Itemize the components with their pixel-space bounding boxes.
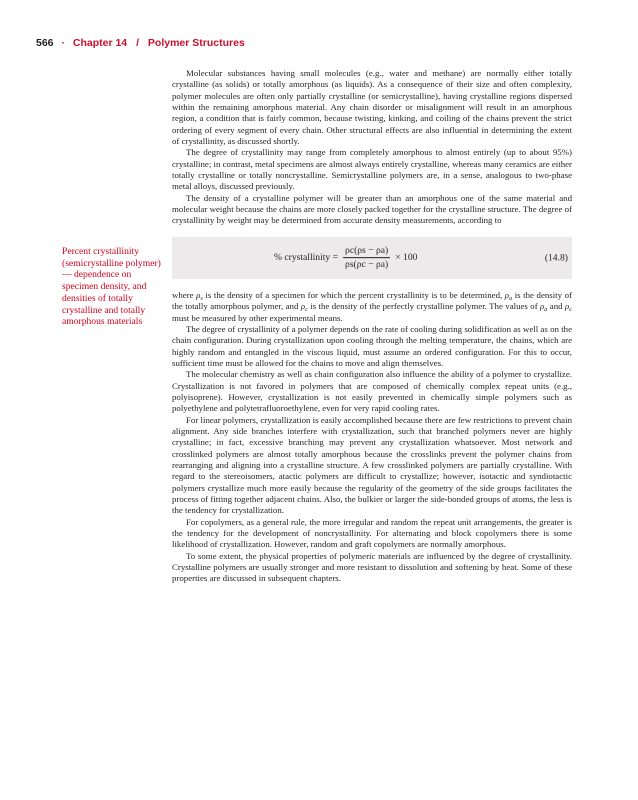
equation-denominator: ρs(ρc − ρa) [345,259,389,271]
equation-fraction [343,245,390,271]
equation [274,245,417,271]
paragraph: For linear polymers, crystallization is easily accomplished because there are few restrictions to prevent chain alignment. Any side branches interfere with crystallization, such that branched polymers never are highly crystalline; in fact, excessive branching may prevent any crystallization whatsoever. Most network and crosslinked polymers are almost totally amorphous because the crosslinks prevent the polymer chains from rearranging and aligning into a crystalline structure. A few crosslinked polymers are partially crystalline. With regard to the stereoisomers, atactic polymers are difficult to crystallize; however, isotactic and syndiotactic polymers crystallize much more easily because the regularity of the geometry of the side groups facilitates the process of fitting together adjacent chains. Also, the bulkier or larger the side-bonded groups of atoms, the less is the tendency for crystallization. [172,414,572,516]
paragraph: The degree of crystallinity of a polymer depends on the rate of cooling during solidification as well as on the chain configuration. During crystallization upon cooling through the melting temperature, the chains, which are highly random and entangled in the viscous liquid, must assume an ordered configuration. For this to occur, sufficient time must be allowed for the chains to move and align themselves. [172,323,572,368]
equation-multiplier: × 100 [395,252,418,264]
paragraph: where $\rho_s$ is the density of a specimen for which the percent crystallinity is to be determined, $\rho_a$ is the density of the totally amorphous polymer, and $\rho_c$ is the density of the perfectly crystalline polymer. The values of $\rho_a$ and $\rho_c$ must be measured by other experimental means. [172,289,572,323]
paragraph: Molecular substances having small molecules (e.g., water and methane) are normally either totally crystalline (as solids) or totally amorphous (as liquids). As a consequence of their size and often complexity, polymer molecules are often only partially crystalline (or semicrystalline), having crystalline regions dispersed within the remaining amorphous material. Any chain disorder or misalignment will result in an amorphous region, a condition that is fairly common, because twisting, kinking, and coiling of the chains prevent the strict ordering of every segment of every chain. Other structural effects are also influential in determining the extent of crystallinity, as discussed shortly. [172,68,572,147]
paragraph: To some extent, the physical properties of polymeric materials are influenced by the degree of crystallinity. Crystalline polymers are usually stronger and more resistant to dissolution and softening by heat. Some of these properties are discussed in subsequent chapters. [172,550,572,584]
paragraph: The degree of crystallinity may range from completely amorphous to almost entirely (up to about 95%) crystalline; in contrast, metal specimens are almost always entirely crystalline, whereas many ceramics are either totally crystalline or totally noncrystalline. Semicrystalline polymers are, in a sense, analogous to two-phase metal alloys, discussed previously. [172,147,572,192]
chapter-label: Chapter 14 [72,37,128,49]
equation-box [172,237,572,279]
header-slash: / [136,37,139,49]
paragraph: For copolymers, as a general rule, the more irregular and random the repeat unit arrangements, the greater is the tendency for the development of noncrystallinity. For alternating and block copolymers there is some likelihood of crystallization. However, random and graft copolymers are normally amorphous. [172,516,572,550]
chapter-title: Polymer Structures [147,37,245,49]
running-header [36,37,245,49]
margin-note: Percent crystallinity (semicrystalline polymer)— dependence on specimen density, and densities of totally crystalline and totally amorphous materials [62,246,161,328]
paragraph: The molecular chemistry as well as chain configuration also influence the ability of a polymer to crystallize. Crystallization is not favored in polymers that are composed of chemically complex repeat units (e.g., polyisoprene). However, crystallization is not easily prevented in chemically simple polymers such as polyethylene and polytetrafluoroethylene, even for very rapid cooling rates. [172,369,572,414]
paragraph: The density of a crystalline polymer will be greater than an amorphous one of the same material and molecular weight because the chains are more closely packed together for the crystalline structure. The degree of crystallinity by weight may be determined from accurate density measurements, according to [172,192,572,226]
equation-number: (14.8) [544,252,568,264]
page-number: 566 [36,37,54,49]
equation-numerator: ρc(ρs − ρa) [343,245,390,258]
body-column [172,68,572,585]
header-separator: · [61,37,65,49]
equation-lhs: % crystallinity = [274,252,339,264]
